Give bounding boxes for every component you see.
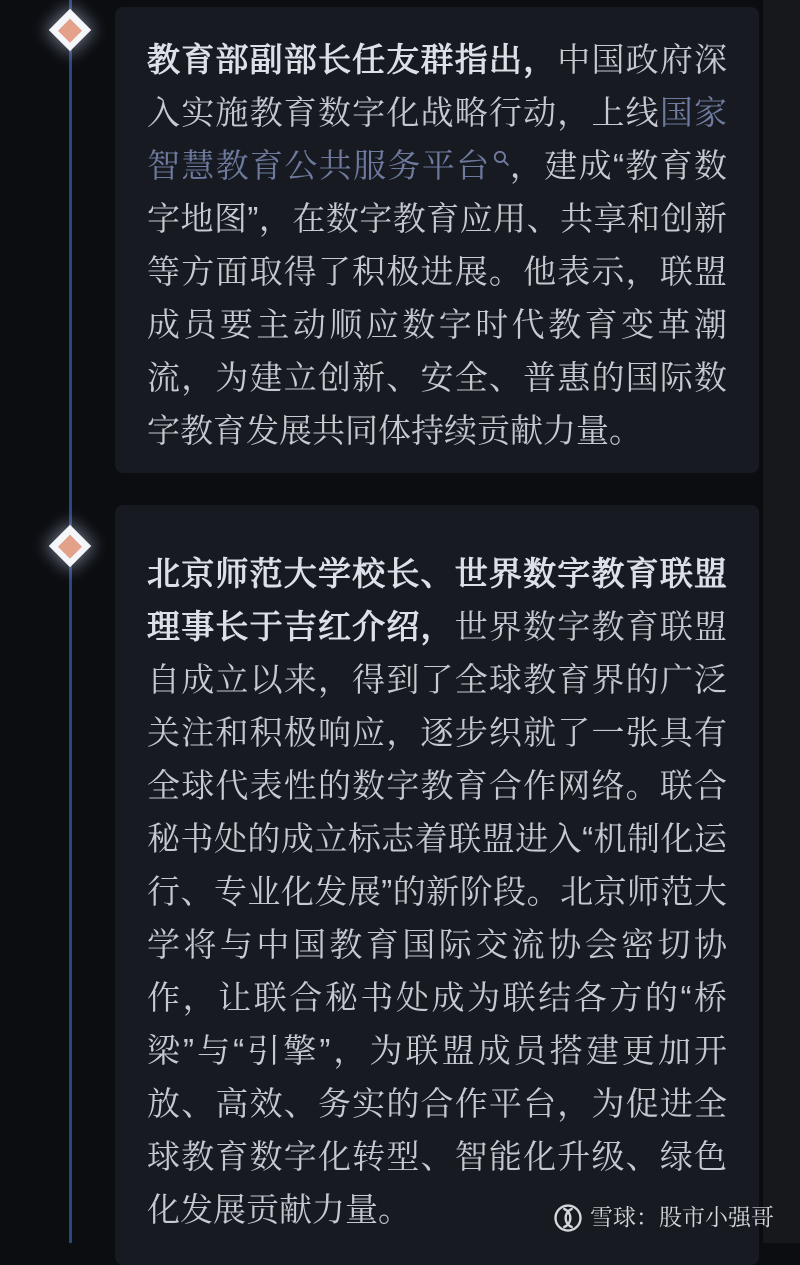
right-gutter [761,0,800,1243]
post-text: ，建成“教育数字地图”，在数字教育应用、共享和创新等方面取得了积极进展。他表示，联盟成员要主动顺应数字时代教育变革潮流，为建立创新、安全、普惠的国际数字教育发展共同体持续贡献力量。 [147,147,727,449]
watermark-text: 雪球：股市小强哥 [590,1204,774,1230]
post-card-1 [115,7,759,473]
post-paragraph [147,547,727,1236]
post-card-2 [115,505,759,1265]
timeline-marker [49,9,91,51]
watermark [553,1202,774,1233]
post-text: 世界数字教育联盟自成立以来，得到了全球教育界的广泛关注和积极响应，逐步织就了一张具有全球代表性的数字教育合作网络。联合秘书处的成立标志着联盟进入“机制化运行、专业化发展”的新阶段。北京师范大学将与中国教育国际交流协会密切协作，让联合秘书处成为联结各方的“桥梁”与“引擎”，为联盟成员搭建更加开放、高效、务实的合作平台，为促进全球教育数字化转型、智能化升级、绿色化发展贡献力量。 [147,608,727,1228]
post-lead: 教育部副部长任友群指出， [147,41,558,78]
post-lead: 北京师范大学校长、世界数字教育联盟理事长于吉红介绍， [147,555,727,645]
timeline-marker [49,525,91,567]
timeline-marker-core [58,534,82,558]
xueqiu-logo-icon [553,1203,583,1233]
search-icon[interactable] [492,149,509,166]
timeline-marker-core [58,18,82,42]
post-paragraph [147,33,727,457]
inline-link-text[interactable]: 国家智慧教育公共服务平台 [147,94,727,184]
post-text: 中国政府深入实施教育数字化战略行动，上线 [147,41,727,131]
timeline-line [69,0,72,1243]
